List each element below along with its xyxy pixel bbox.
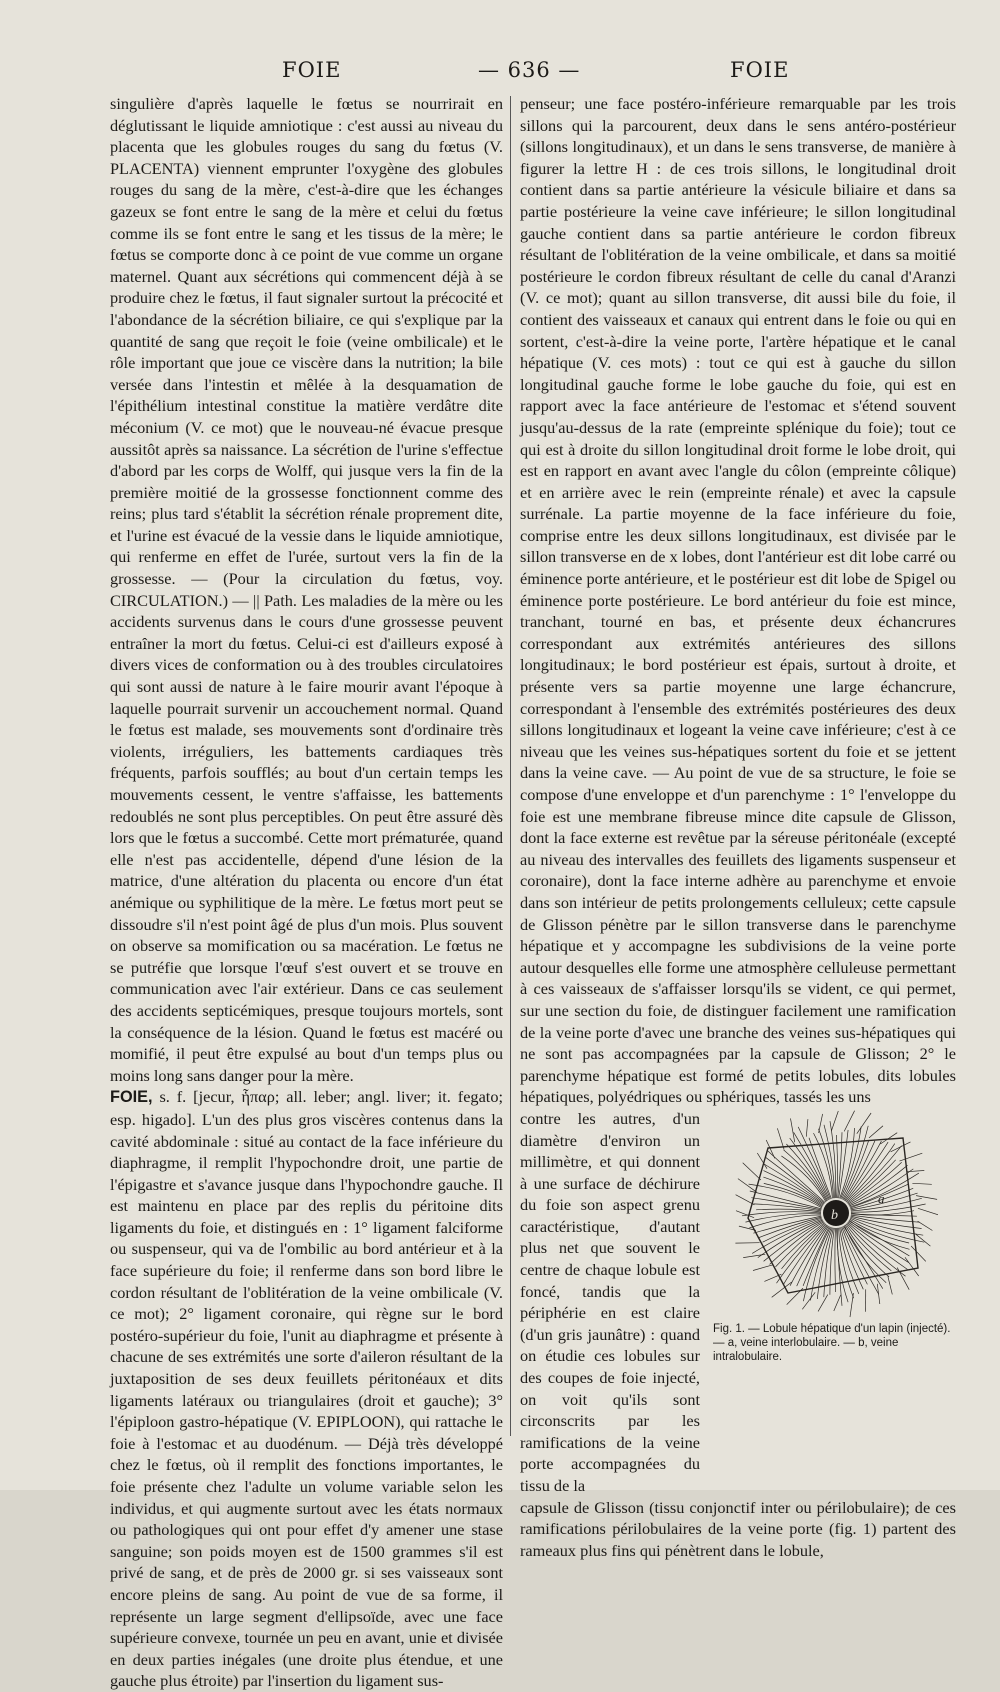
foie-entry [110, 1086, 503, 1692]
peripheral-branch [911, 1246, 926, 1261]
peripheral-branch [743, 1254, 765, 1257]
figure-wrap [520, 1108, 956, 1497]
peripheral-branch [869, 1126, 883, 1138]
peripheral-branch [791, 1118, 795, 1142]
vessel-line [764, 1171, 824, 1206]
header-right-title: FOIE [730, 58, 789, 82]
peripheral-branch [850, 1293, 853, 1317]
peripheral-branch [738, 1179, 757, 1193]
peripheral-branch [857, 1113, 871, 1134]
vessel-line [844, 1226, 883, 1289]
vessel-line [835, 1228, 836, 1292]
vessel-line [836, 1135, 837, 1198]
vessel-line [847, 1223, 906, 1276]
column-divider [510, 96, 511, 1436]
vessel-line [764, 1221, 824, 1261]
peripheral-branch [888, 1276, 892, 1294]
vessel-line [746, 1214, 822, 1222]
peripheral-branch [772, 1282, 792, 1297]
peripheral-branch [844, 1111, 854, 1132]
foie-entry-text: s. f. [jecur, ἧπαρ; all. leber; angl. liver; it. fegato; esp. higado]. L'un des plus gros viscères contenus dans la cavité abdominale : situé au contact de la face inférieure du diaphragme, il remplit l'hypochondre droit, une partie de l'épigastre et s'avance jusque dans l'hypochondre gauche. Il est maintenu en place par des replis du péritoine dits ligaments du foie, et distingués en : 1° ligament falciforme ou suspenseur, qui va de l'ombilic au bord antérieur et à la face supérieure du foie; il renferme dans son bord libre le cordon résultant de l'oblitération de la veine ombilicale (V. ce mot); 2° ligament coronaire, qui règne sur le bord postéro-supérieur du foie, l'unit au diaphragme et présente à chacune de ses extrémités une sorte d'aileron résultant de la juxtaposition de ses deux feuillets péritonéaux et dits ligaments latéraux ou triangulaires (droit et gauche); 3° l'épiploon gastro-hépatique (V. EPIPLOON), qui rattache le foie à l'estomac et au duodénum. — Déjà très développé chez le fœtus, où il remplit des fonctions importantes, le foie présente chez l'adulte un volume variable selon les individus, et qui augmente surtout avec les états normaux ou pathologiques qui ont pour effet d'y amener une stase sanguine; son poids moyen est de 1500 grammes s'il est privé de sang, et de près de 2000 gr. si ses vaisseaux sont encore pleins de sang. Au point de vue de sa forme, il représente un large segment d'ellipsoïde, avec une face supérieure convexe, tournée un peu en avant, unie et divisée en deux parties inégales (une droite plus étendue, et une gauche plus étroite) par l'insertion du ligament sus- [110, 1087, 503, 1690]
running-header [0, 58, 1000, 88]
label-a: a [878, 1191, 885, 1206]
right-paragraph-main: penseur; une face postéro-inférieure remarquable par les trois sillons qui la parcourent, deux dans le sens antéro-postérieur (sillons longitudinaux), et un dans le sens transverse, de manière à figurer la lettre H : de ces trois sillons, le longitudinal droit contient dans sa partie antérieure la vésicule biliaire et dans sa partie postérieure la veine cave inférieure; le sillon longitudinal gauche contient dans sa partie antérieure le cordon fibreux résultant de l'oblitération de la veine ombilicale, et dans sa moitié postérieure le cordon fibreux résultant de celle du canal d'Aranzi (V. ce mot); quant au sillon transverse, dit aussi bile du foie, il contient des vaisseaux et canaux qui entrent dans le foie ou qui en sortent, c'est-à-dire la veine porte, l'artère hépatique et le canal hépatique (V. ces mots) : tout ce qui est à gauche du sillon longitudinal gauche forme le lobe gauche du foie, qui est en rapport avec la face antérieure de l'estomac et s'étend souvent jusqu'au-dessus de la rate (empreinte splénique du foie); tout ce qui est à droite du sillon longitudinal droit forme le lobe droit, qui est en rapport en avant avec l'angle du côlon (empreinte côlique) et en arrière avec le rein (empreinte rénale) et avec la capsule surrénale. La partie moyenne de la face inférieure du foie, comprise entre les deux sillons longitudinaux, est divisée par le sillon transverse en de x lobes, dont l'antérieur est dit lobe carré ou éminence porte antérieure, et le postérieur est dit lobe de Spigel ou éminence porte postérieure. Le bord antérieur du foie est mince, tranchant, tourné en bas, et présente deux échancrures correspondant aux extrémités antérieures des sillons longitudinaux; le bord postérieur est épais, surtout à droite, et présente vers sa partie moyenne une large échancrure, correspondant à l'ensemble des extrémités postérieures des deux sillons longitudinaux et logeant la veine cave inférieure; c'est à ce niveau que les veines sus-hépatiques sortent du foie et se jettent dans la veine cave. — Au point de vue de sa structure, le foie se compose d'une enveloppe et d'un parenchyme : 1° l'enveloppe du foie est une membrane fibreuse mince dite capsule de Glisson, dont la face externe est revêtue par la séreuse péritonéale (excepté au niveau des intervalles des feuillets des ligaments suspenseur et coronaire), dont la face interne adhère au parenchyme et envoie dans son intérieur de petits prolongements celluleux; cette capsule de Glisson pénètre par le sillon transverse dans le parenchyme hépatique et y accompagne les subdivisions de la veine porte autour desquelles elle forme une atmosphère celluleuse permettant à ces vaisseaux de s'affaisser lorsqu'ils se vident, ce qui permet, sur une section du foie, de distinguer facilement une ramification de la veine porte d'avec une branche des veines sus-hépatiques qui ne sont pas accompagnées par la capsule de Glisson; 2° le parenchyme hépatique est formé de petits lobules, dits lobules hépatiques, polyédriques ou sphériques, tassés les uns [520, 93, 956, 1108]
liver-lobule-illustration [728, 1108, 938, 1318]
entry-headword: FOIE, [110, 1088, 153, 1106]
peripheral-branch [819, 1114, 823, 1133]
peripheral-branch [918, 1221, 933, 1230]
peripheral-branch [834, 1295, 841, 1311]
vessel-line [846, 1224, 891, 1271]
peripheral-branch [900, 1153, 923, 1161]
peripheral-branch [891, 1142, 911, 1152]
peripheral-branch [912, 1183, 931, 1184]
vessel-line [842, 1126, 869, 1199]
peripheral-branch [915, 1234, 930, 1246]
vessel-line [848, 1162, 902, 1204]
peripheral-branch [753, 1265, 773, 1271]
peripheral-branch [877, 1284, 880, 1304]
figure-caption: Fig. 1. — Lobule hépatique d'un lapin (injecté). — a, veine interlobulaire. — b, veine intralobulaire. [713, 1322, 953, 1364]
label-b: b [831, 1208, 838, 1223]
vessel-line [770, 1222, 824, 1265]
vessel-line [848, 1222, 909, 1263]
vessel-line [777, 1224, 827, 1283]
peripheral-branch [802, 1292, 815, 1309]
page-number: — 636 — [478, 58, 580, 82]
figure-1 [710, 1108, 956, 1364]
fetus-paragraph: singulière d'après laquelle le fœtus se nourrirait en déglutissant le liquide amniotique : c'est aussi au niveau du placenta que les globules rouges du sang du fœtus (V. PLACENTA) viennent emprunter l'oxygène des globules rouges du sang de la mère, c'est-à-dire que les échanges gazeux se font entre le sang de la mère et celui du fœtus comme ils se font entre le sang et les tissus de la mère; le fœtus se comporte donc à ce point de vue comme un organe maternel. Quant aux sécrétions qui commencent déjà à se produire chez le fœtus, il faut signaler surtout la précocité et l'abondance de la sécrétion biliaire, ce qui s'explique par la quantité de sang que reçoit le foie (veine ombilicale) et le rôle important que joue ce viscère dans la nutrition; la bile versée dans l'intestin et mêlée à la desquamation de l'épithélium intestinal constitue la matière verdâtre dite méconium (V. ce mot) que le nouveau-né évacue presque aussitôt après sa naissance. La sécrétion de l'urine s'effectue d'abord par les corps de Wolff, qui jusque vers la fin de la première moitié de la grossesse fonctionnent comme des reins; plus tard s'établit la sécrétion rénale proprement dite, et l'urine est évacué de la vessie dans le liquide amniotique, qui renferme en effet de l'urée, surtout vers la fin de la grossesse. — (Pour la circulation du fœtus, voy. CIRCULATION.) — || Path. Les maladies de la mère ou les accidents survenus dans le cours d'une grossesse peuvent entraîner la mort du fœtus. Celui-ci est d'ailleurs exposé à divers vices de conformation ou à des troubles circulatoires qui sont aussi de nature à le faire mourir avant l'époque à laquelle pourrait survenir un accouchement normal. Quand le fœtus est malade, ses mouvements sont d'ordinaire très violents, irréguliers, les battements cardiaques très fréquents, parfois soufflés; au bout d'un certain temps les mouvements cessent, le ventre s'affaisse, les battements redoublés ne sont plus perceptibles. On peut être assuré dès lors que le fœtus a succombé. Cette mort prématurée, quand elle n'est pas accidentelle, dépend d'une lésion de la matrice, d'une altération du placenta ou encore d'un état anémique ou syphilitique de la mère. Le fœtus mort peut se dissoudre s'il n'est point âgé de plus d'un mois. Plus souvent on observe sa momification ou sa macération. Le fœtus ne se putréfie que lorsque l'œuf s'est ouvert et se trouve en communication avec l'air extérieur. Dans ce cas seulement des accidents septicémiques, presque toujours mortels, sont la conséquence de la lésion. Quand le fœtus est macéré ou momifié, il peut être expulsé au bout d'un temps plus ou moins long sans danger pour la mère. [110, 93, 503, 1086]
peripheral-branch [831, 1111, 838, 1131]
right-paragraph-end: capsule de Glisson (tissu conjonctif inter ou périlobulaire); de ces ramifications périlobulaires de la veine porte (fig. 1) partent des rameaux plus fins qui pénètrent dans le lobule, [520, 1497, 956, 1562]
peripheral-branch [806, 1119, 808, 1137]
vessel-line [751, 1198, 821, 1210]
vessel-line [754, 1204, 822, 1211]
peripheral-branch [818, 1295, 828, 1312]
vessel-line [851, 1214, 917, 1216]
vessel-line [851, 1216, 922, 1228]
peripheral-branch [918, 1208, 938, 1215]
left-column [110, 93, 503, 1692]
peripheral-branch [907, 1170, 925, 1171]
peripheral-branch [743, 1163, 761, 1180]
right-column [520, 93, 956, 1561]
vessel-line [790, 1225, 828, 1285]
figure-side-text: contre les autres, d'un diamètre d'environ un millimètre, et qui donnent à une surface de déchirure du foie son aspect grenu caractéristique, d'autant plus net que souvent le centre de chaque lobule est foncé, tandis que la périphérie en est claire (d'un gris jaunâtre) : quand on étudie ces lobules sur des coupes de foie injecté, on voit qu'ils sont circonscrits par les ramifications de la veine porte accompagnées du tissu de la [520, 1108, 700, 1497]
header-left-title: FOIE [282, 58, 341, 82]
